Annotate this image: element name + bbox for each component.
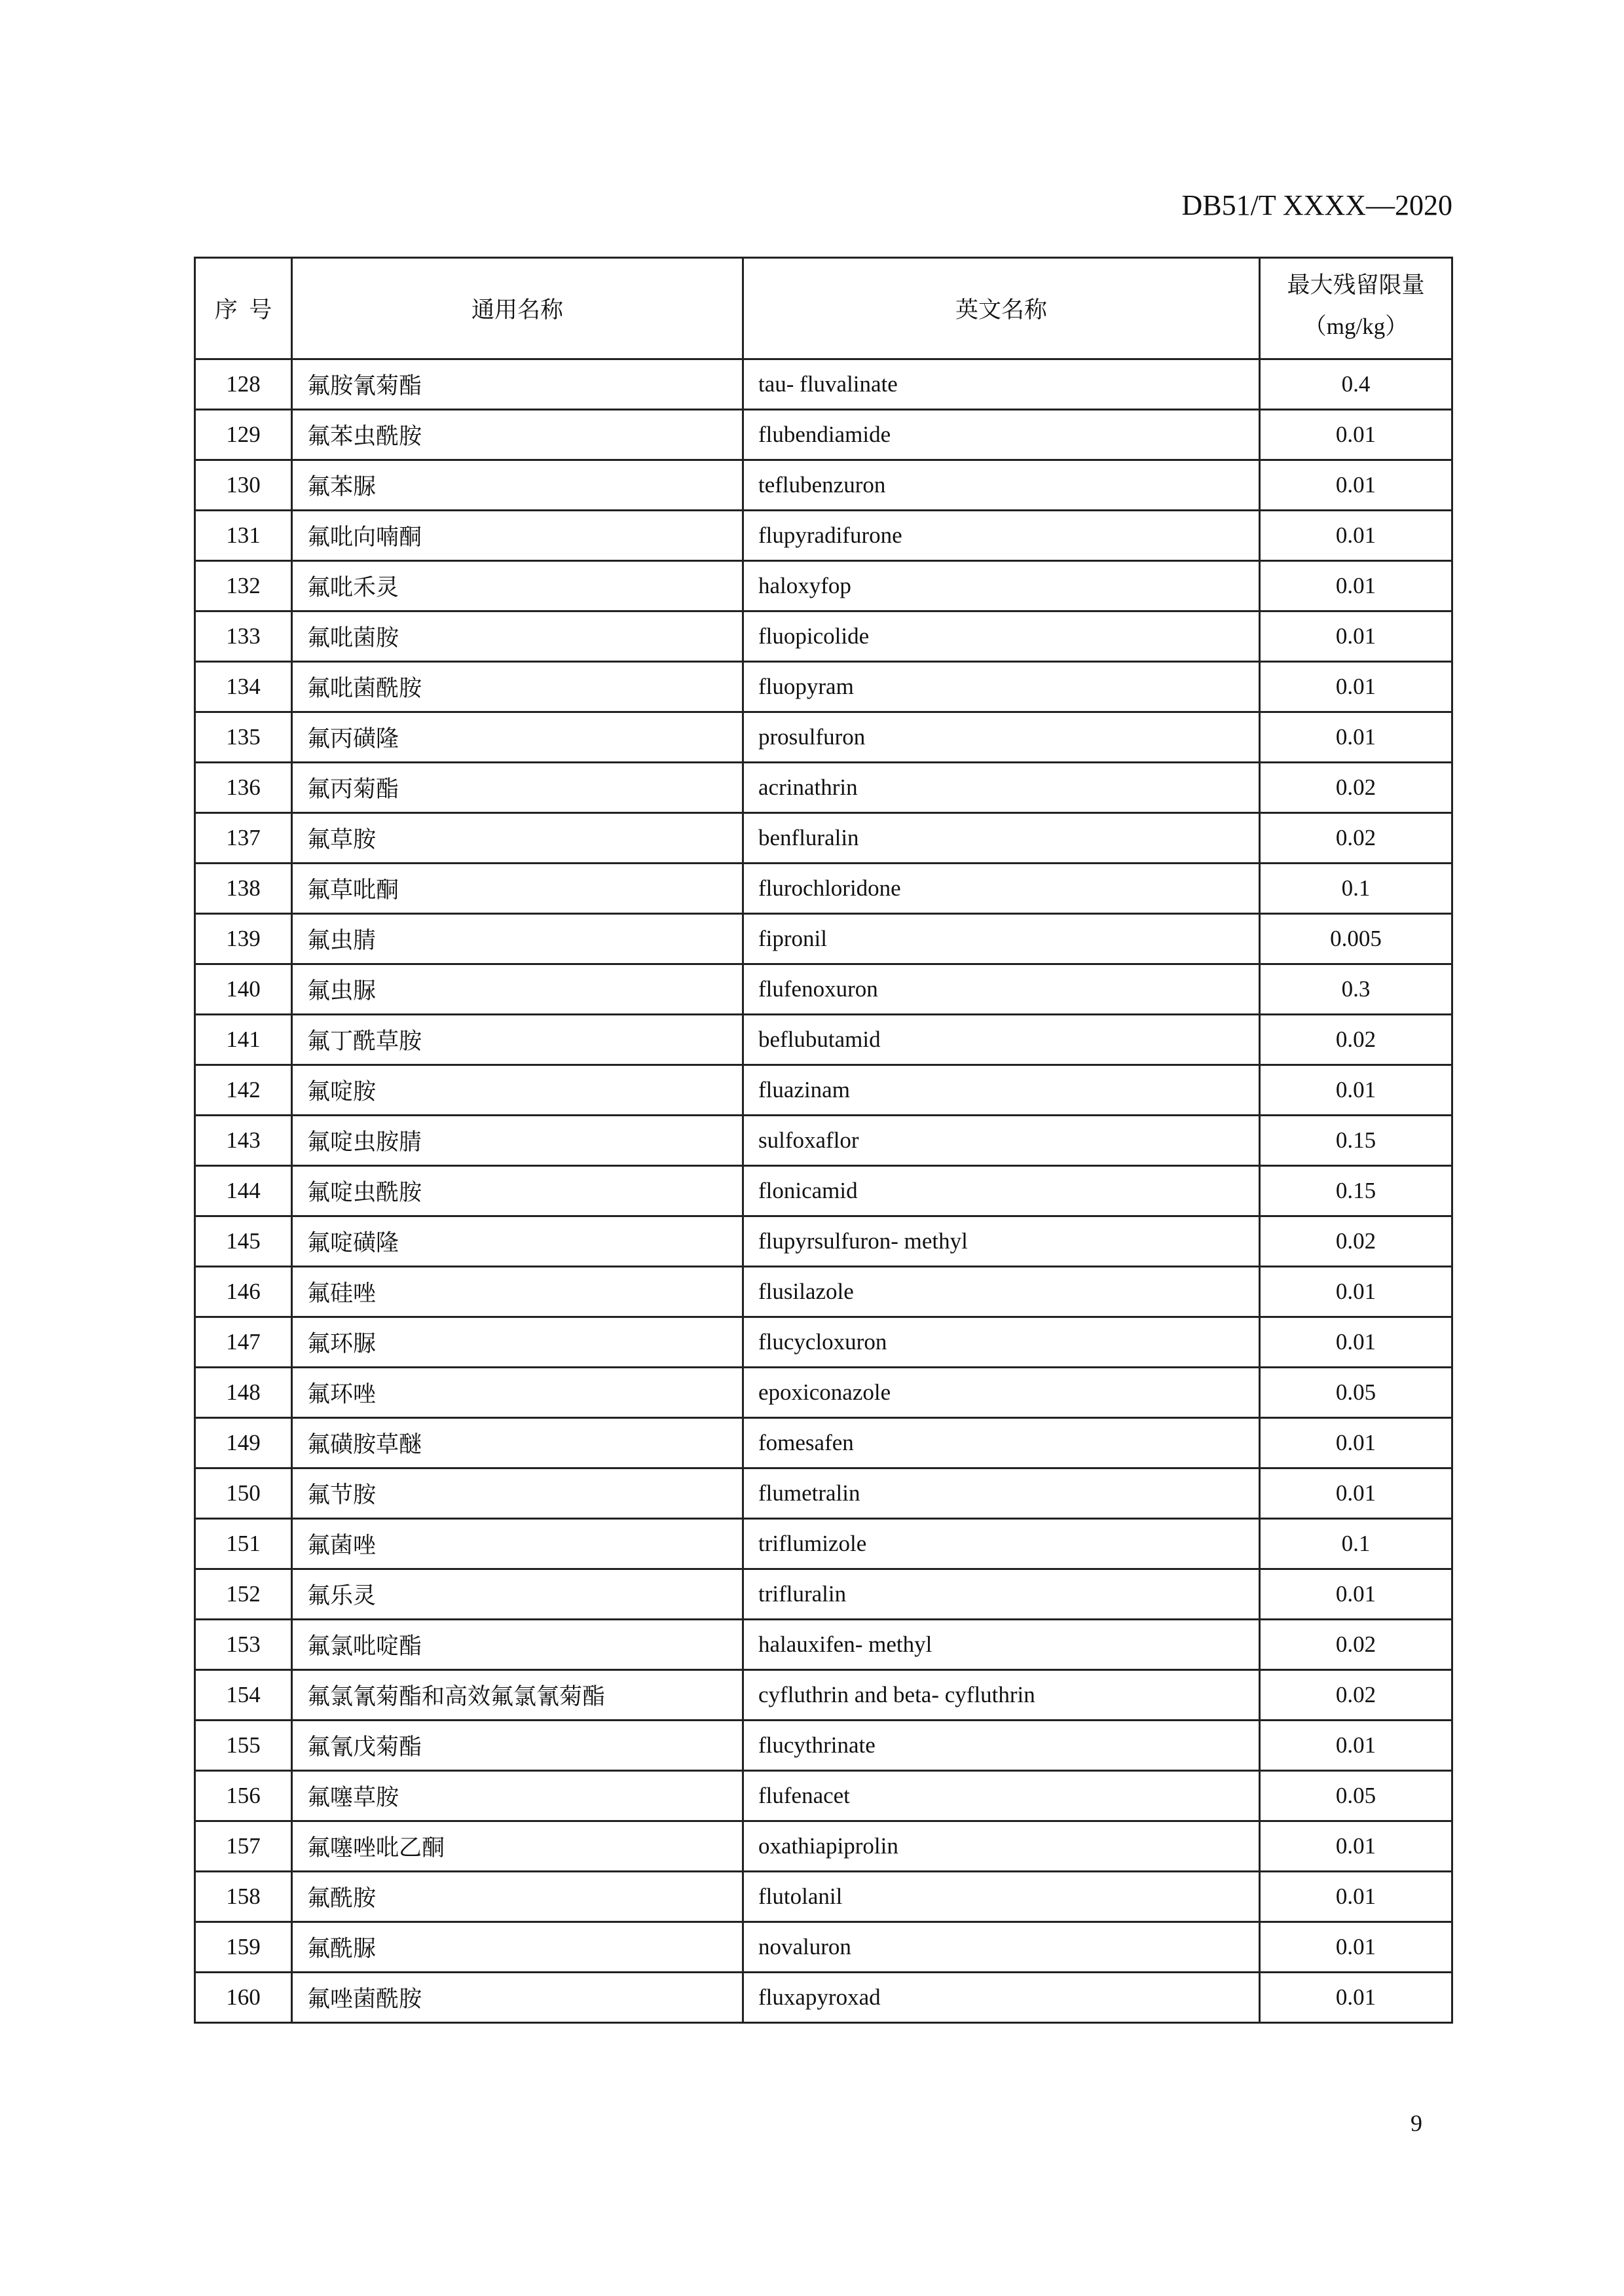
row-number: 144 — [195, 1166, 292, 1216]
table-row — [195, 1116, 1452, 1166]
row-english-name: fluxapyroxad — [743, 1973, 1260, 2023]
row-common-name: 氟噻草胺 — [292, 1771, 743, 1821]
row-english-name: novaluron — [743, 1922, 1260, 1973]
row-mrl-value: 0.01 — [1260, 712, 1452, 763]
row-mrl-value: 0.15 — [1260, 1166, 1452, 1216]
table-row — [195, 1821, 1452, 1872]
table-header-row — [195, 258, 1452, 359]
table-row — [195, 1317, 1452, 1368]
table-row — [195, 1065, 1452, 1116]
col-header-mrl-title: 最大残留限量 — [1287, 272, 1425, 298]
row-common-name: 氟啶胺 — [292, 1065, 743, 1116]
row-number: 137 — [195, 813, 292, 864]
row-number: 159 — [195, 1922, 292, 1973]
row-number: 147 — [195, 1317, 292, 1368]
table-row — [195, 763, 1452, 813]
row-english-name: flufenacet — [743, 1771, 1260, 1821]
row-english-name: sulfoxaflor — [743, 1116, 1260, 1166]
row-english-name: acrinathrin — [743, 763, 1260, 813]
row-number: 139 — [195, 914, 292, 964]
row-mrl-value: 0.1 — [1260, 864, 1452, 914]
row-common-name: 氟啶虫胺腈 — [292, 1116, 743, 1166]
row-number: 158 — [195, 1872, 292, 1922]
row-common-name: 氟硅唑 — [292, 1267, 743, 1317]
row-english-name: fluopicolide — [743, 611, 1260, 662]
row-mrl-value: 0.01 — [1260, 1267, 1452, 1317]
row-number: 151 — [195, 1519, 292, 1569]
row-english-name: flubendiamide — [743, 410, 1260, 460]
row-english-name: flusilazole — [743, 1267, 1260, 1317]
row-mrl-value: 0.01 — [1260, 1721, 1452, 1771]
row-mrl-value: 0.01 — [1260, 1317, 1452, 1368]
table-row — [195, 1015, 1452, 1065]
table-row — [195, 511, 1452, 561]
row-mrl-value: 0.02 — [1260, 763, 1452, 813]
table-row — [195, 1368, 1452, 1418]
row-number: 128 — [195, 359, 292, 410]
row-common-name: 氟苯虫酰胺 — [292, 410, 743, 460]
row-mrl-value: 0.02 — [1260, 1015, 1452, 1065]
row-common-name: 氟节胺 — [292, 1468, 743, 1519]
row-mrl-value: 0.01 — [1260, 511, 1452, 561]
table-row — [195, 1267, 1452, 1317]
row-mrl-value: 0.1 — [1260, 1519, 1452, 1569]
row-english-name: flufenoxuron — [743, 964, 1260, 1015]
row-common-name: 氟唑菌酰胺 — [292, 1973, 743, 2023]
row-english-name: flucythrinate — [743, 1721, 1260, 1771]
row-common-name: 氟磺胺草醚 — [292, 1418, 743, 1468]
table-row — [195, 1620, 1452, 1670]
row-english-name: trifluralin — [743, 1569, 1260, 1620]
row-mrl-value: 0.05 — [1260, 1771, 1452, 1821]
page-number: 9 — [1411, 2110, 1422, 2136]
row-mrl-value: 0.3 — [1260, 964, 1452, 1015]
row-number: 155 — [195, 1721, 292, 1771]
row-number: 148 — [195, 1368, 292, 1418]
row-number: 141 — [195, 1015, 292, 1065]
row-english-name: flumetralin — [743, 1468, 1260, 1519]
row-number: 134 — [195, 662, 292, 712]
row-english-name: flupyrsulfuron- methyl — [743, 1216, 1260, 1267]
row-english-name: flucycloxuron — [743, 1317, 1260, 1368]
table-row — [195, 964, 1452, 1015]
row-mrl-value: 0.01 — [1260, 1821, 1452, 1872]
row-common-name: 氟丙菊酯 — [292, 763, 743, 813]
row-common-name: 氟虫脲 — [292, 964, 743, 1015]
row-number: 138 — [195, 864, 292, 914]
row-english-name: oxathiapiprolin — [743, 1821, 1260, 1872]
row-mrl-value: 0.4 — [1260, 359, 1452, 410]
table-row — [195, 662, 1452, 712]
row-english-name: haloxyfop — [743, 561, 1260, 611]
row-common-name: 氟虫腈 — [292, 914, 743, 964]
row-english-name: flonicamid — [743, 1166, 1260, 1216]
table-row — [195, 864, 1452, 914]
row-number: 146 — [195, 1267, 292, 1317]
row-number: 160 — [195, 1973, 292, 2023]
row-common-name: 氟菌唑 — [292, 1519, 743, 1569]
table-row — [195, 914, 1452, 964]
table-row — [195, 1216, 1452, 1267]
row-english-name: triflumizole — [743, 1519, 1260, 1569]
col-header-common-name: 通用名称 — [292, 258, 743, 359]
row-english-name: prosulfuron — [743, 712, 1260, 763]
row-common-name: 氟丙磺隆 — [292, 712, 743, 763]
row-common-name: 氟吡禾灵 — [292, 561, 743, 611]
row-number: 131 — [195, 511, 292, 561]
row-mrl-value: 0.01 — [1260, 662, 1452, 712]
row-number: 152 — [195, 1569, 292, 1620]
row-common-name: 氟酰脲 — [292, 1922, 743, 1973]
row-english-name: fipronil — [743, 914, 1260, 964]
row-mrl-value: 0.01 — [1260, 1973, 1452, 2023]
row-common-name: 氟吡向喃酮 — [292, 511, 743, 561]
table-row — [195, 1973, 1452, 2023]
table-row — [195, 611, 1452, 662]
row-common-name: 氟环唑 — [292, 1368, 743, 1418]
table-row — [195, 1872, 1452, 1922]
row-number: 150 — [195, 1468, 292, 1519]
row-english-name: tau- fluvalinate — [743, 359, 1260, 410]
table-row — [195, 1418, 1452, 1468]
table-row — [195, 1468, 1452, 1519]
row-english-name: halauxifen- methyl — [743, 1620, 1260, 1670]
row-mrl-value: 0.01 — [1260, 1418, 1452, 1468]
row-english-name: flutolanil — [743, 1872, 1260, 1922]
row-common-name: 氟胺氰菊酯 — [292, 359, 743, 410]
row-mrl-value: 0.02 — [1260, 1216, 1452, 1267]
row-number: 129 — [195, 410, 292, 460]
row-mrl-value: 0.05 — [1260, 1368, 1452, 1418]
row-number: 145 — [195, 1216, 292, 1267]
table-row — [195, 813, 1452, 864]
row-english-name: flupyradifurone — [743, 511, 1260, 561]
row-number: 143 — [195, 1116, 292, 1166]
row-number: 142 — [195, 1065, 292, 1116]
table-row — [195, 1922, 1452, 1973]
row-number: 149 — [195, 1418, 292, 1468]
row-number: 154 — [195, 1670, 292, 1721]
document-code: DB51/T XXXX—2020 — [1181, 189, 1452, 221]
row-mrl-value: 0.01 — [1260, 1569, 1452, 1620]
row-mrl-value: 0.01 — [1260, 1872, 1452, 1922]
row-number: 133 — [195, 611, 292, 662]
row-common-name: 氟酰胺 — [292, 1872, 743, 1922]
row-mrl-value: 0.01 — [1260, 1065, 1452, 1116]
row-common-name: 氟草吡酮 — [292, 864, 743, 914]
col-header-mrl-unit: （mg/kg） — [1303, 314, 1409, 339]
row-mrl-value: 0.01 — [1260, 410, 1452, 460]
row-common-name: 氟乐灵 — [292, 1569, 743, 1620]
row-number: 135 — [195, 712, 292, 763]
row-common-name: 氟丁酰草胺 — [292, 1015, 743, 1065]
col-header-english-name: 英文名称 — [743, 258, 1260, 359]
row-number: 156 — [195, 1771, 292, 1821]
row-mrl-value: 0.01 — [1260, 1468, 1452, 1519]
row-english-name: fluopyram — [743, 662, 1260, 712]
row-english-name: flurochloridone — [743, 864, 1260, 914]
row-mrl-value: 0.01 — [1260, 460, 1452, 511]
row-english-name: epoxiconazole — [743, 1368, 1260, 1418]
row-common-name: 氟环脲 — [292, 1317, 743, 1368]
table-row — [195, 1670, 1452, 1721]
row-mrl-value: 0.02 — [1260, 1620, 1452, 1670]
row-english-name: cyfluthrin and beta- cyfluthrin — [743, 1670, 1260, 1721]
row-common-name: 氟噻唑吡乙酮 — [292, 1821, 743, 1872]
row-common-name: 氟啶磺隆 — [292, 1216, 743, 1267]
table-row — [195, 460, 1452, 511]
row-common-name: 氟吡菌酰胺 — [292, 662, 743, 712]
row-mrl-value: 0.15 — [1260, 1116, 1452, 1166]
row-number: 140 — [195, 964, 292, 1015]
row-number: 157 — [195, 1821, 292, 1872]
table-row — [195, 1166, 1452, 1216]
row-english-name: fomesafen — [743, 1418, 1260, 1468]
row-number: 132 — [195, 561, 292, 611]
row-mrl-value: 0.02 — [1260, 813, 1452, 864]
col-header-mrl — [1260, 258, 1452, 359]
table-row — [195, 1569, 1452, 1620]
table-row — [195, 561, 1452, 611]
table-row — [195, 410, 1452, 460]
row-english-name: fluazinam — [743, 1065, 1260, 1116]
row-common-name: 氟氯氰菊酯和高效氟氯氰菊酯 — [292, 1670, 743, 1721]
row-common-name: 氟苯脲 — [292, 460, 743, 511]
mrl-table — [194, 257, 1453, 2024]
row-common-name: 氟氯吡啶酯 — [292, 1620, 743, 1670]
row-common-name: 氟氰戊菊酯 — [292, 1721, 743, 1771]
table-row — [195, 1519, 1452, 1569]
table-row — [195, 1721, 1452, 1771]
row-mrl-value: 0.02 — [1260, 1670, 1452, 1721]
row-english-name: teflubenzuron — [743, 460, 1260, 511]
row-number: 153 — [195, 1620, 292, 1670]
table-row — [195, 712, 1452, 763]
table-row — [195, 359, 1452, 410]
row-number: 136 — [195, 763, 292, 813]
row-common-name: 氟草胺 — [292, 813, 743, 864]
row-number: 130 — [195, 460, 292, 511]
col-header-seq: 序 号 — [195, 258, 292, 359]
row-mrl-value: 0.005 — [1260, 914, 1452, 964]
row-mrl-value: 0.01 — [1260, 1922, 1452, 1973]
row-mrl-value: 0.01 — [1260, 611, 1452, 662]
row-mrl-value: 0.01 — [1260, 561, 1452, 611]
table-row — [195, 1771, 1452, 1821]
row-english-name: benfluralin — [743, 813, 1260, 864]
row-common-name: 氟吡菌胺 — [292, 611, 743, 662]
row-common-name: 氟啶虫酰胺 — [292, 1166, 743, 1216]
row-english-name: beflubutamid — [743, 1015, 1260, 1065]
